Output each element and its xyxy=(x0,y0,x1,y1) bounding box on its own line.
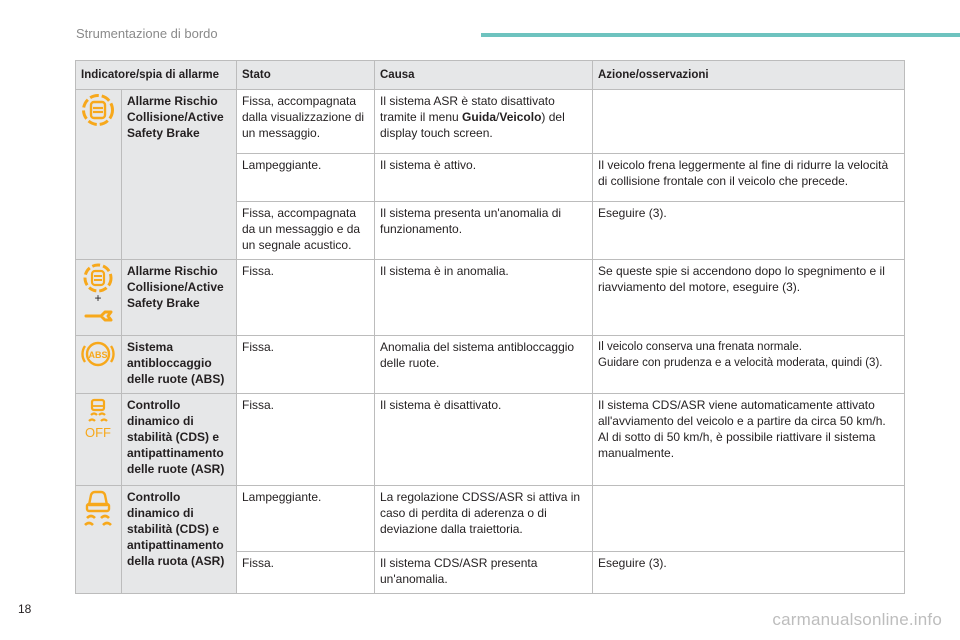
skidding-car-icon xyxy=(81,489,115,533)
status-cell: Fissa. xyxy=(237,552,375,594)
cause-cell: La regolazione CDSS/ASR si attiva in caso di perdita di aderenza o di deviazione dalla traiettoria. xyxy=(375,486,593,552)
table-row xyxy=(76,336,905,394)
collision-alert-plus-wrench-icon xyxy=(81,263,115,329)
menu-name-guida: Guida xyxy=(462,110,497,124)
cause-cell: Il sistema è attivo. xyxy=(375,154,593,202)
table-row xyxy=(76,394,905,486)
menu-name-veicolo: Veicolo xyxy=(499,110,542,124)
watermark-text: carmanualsonline.info xyxy=(772,610,942,629)
action-cell xyxy=(593,486,905,552)
cause-cell xyxy=(375,90,593,154)
page-number: 18 xyxy=(18,602,32,616)
warning-icon-cell xyxy=(76,336,122,394)
svg-text:OFF: OFF xyxy=(85,425,111,440)
cause-cell: Il sistema è disattivato. xyxy=(375,394,593,486)
status-cell: Fissa, accompagnata dalla visualizzazione di un messaggio. xyxy=(237,90,375,154)
cause-cell: Il sistema è in anomalia. xyxy=(375,260,593,336)
action-cell: Se queste spie si accendono dopo lo spegnimento e il riavviamento del motore, eseguire (3). xyxy=(593,260,905,336)
indicator-name: Controllo dinamico di stabilità (CDS) e antipattinamento delle ruote (ASR) xyxy=(122,394,237,486)
indicator-name: Allarme Rischio Collisione/Active Safety Brake xyxy=(122,90,237,260)
action-cell: Il veicolo frena leggermente al fine di ridurre la velocità di collisione frontale con il veicolo che precede. xyxy=(593,154,905,202)
svg-text:ABS: ABS xyxy=(88,350,108,360)
action-line: Il veicolo conserva una frenata normale. xyxy=(598,341,802,353)
action-line: Al di sotto di 50 km/h, è possibile riattivare il sistema manualmente. xyxy=(598,430,876,460)
menu-separator: / xyxy=(496,110,500,124)
table-row xyxy=(76,260,905,336)
table-row xyxy=(76,90,905,154)
status-cell: Fissa. xyxy=(237,394,375,486)
action-line: Il sistema CDS/ASR viene automaticamente attivato all'avviamento del veicolo e a partire da circa 50 km/h. xyxy=(598,398,886,428)
action-cell xyxy=(593,90,905,154)
warning-icon-cell xyxy=(76,260,122,336)
column-header-cause: Causa xyxy=(375,61,593,90)
abs-icon xyxy=(81,339,115,373)
action-cell: Eseguire (3). xyxy=(593,552,905,594)
status-cell: Fissa, accompagnata da un messaggio e da un segnale acustico. xyxy=(237,202,375,260)
cause-cell: Il sistema presenta un'anomalia di funzionamento. xyxy=(375,202,593,260)
warning-icon-cell xyxy=(76,394,122,486)
status-cell: Lampeggiante. xyxy=(237,486,375,552)
cause-text-end: ) del display touch screen. xyxy=(380,110,565,140)
status-cell: Fissa. xyxy=(237,260,375,336)
warning-icon-cell xyxy=(76,486,122,594)
indicator-name: Controllo dinamico di stabilità (CDS) e antipattinamento della ruota (ASR) xyxy=(122,486,237,594)
indicator-name: Allarme Rischio Collisione/Active Safety Brake xyxy=(122,260,237,336)
action-cell xyxy=(593,336,905,394)
warning-lights-table xyxy=(75,60,905,594)
action-line: Guidare con prudenza e a velocità moderata, quindi (3). xyxy=(598,357,883,369)
collision-alert-icon xyxy=(81,93,115,131)
action-cell xyxy=(593,394,905,486)
header-accent-bar xyxy=(481,33,960,37)
page-header-title: Strumentazione di bordo xyxy=(76,26,218,41)
table-header-row xyxy=(76,61,905,90)
warning-icon-cell xyxy=(76,90,122,260)
action-cell: Eseguire (3). xyxy=(593,202,905,260)
indicator-name: Sistema antibloccaggio delle ruote (ABS) xyxy=(122,336,237,394)
table-row xyxy=(76,486,905,552)
cause-text: Il sistema ASR è stato disattivato tramite il menu xyxy=(380,94,555,124)
cause-cell: Il sistema CDS/ASR presenta un'anomalia. xyxy=(375,552,593,594)
column-header-indicator: Indicatore/spia di allarme xyxy=(76,61,237,90)
status-cell: Lampeggiante. xyxy=(237,154,375,202)
status-cell: Fissa. xyxy=(237,336,375,394)
column-header-status: Stato xyxy=(237,61,375,90)
column-header-action: Azione/osservazioni xyxy=(593,61,905,90)
cause-cell: Anomalia del sistema antibloccaggio delle ruote. xyxy=(375,336,593,394)
svg-text:+: + xyxy=(94,291,102,305)
skidding-car-off-icon xyxy=(81,397,115,445)
